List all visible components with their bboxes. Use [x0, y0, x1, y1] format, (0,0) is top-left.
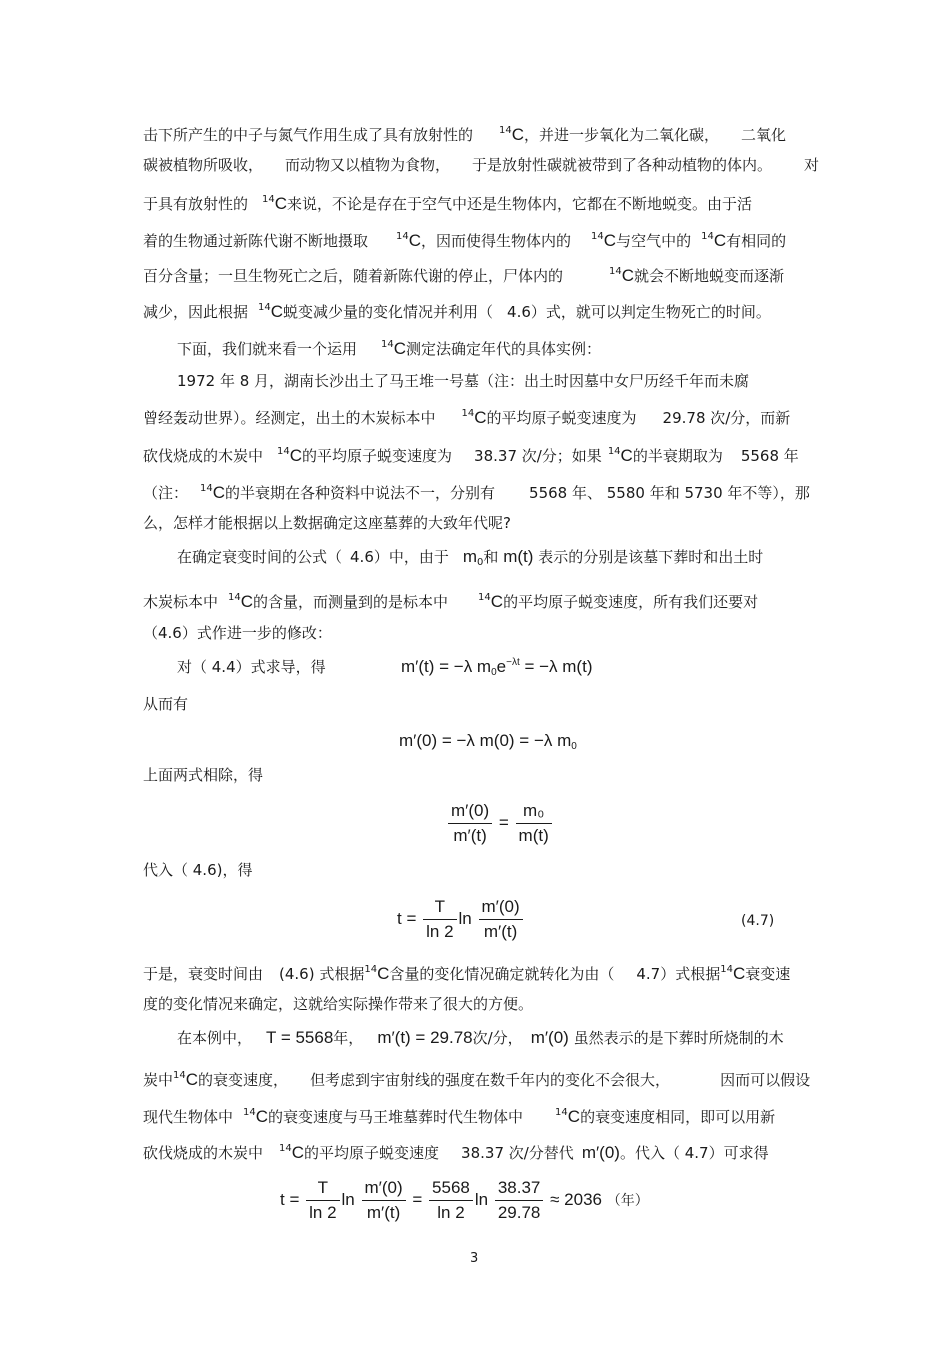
equation-ratio: $\frac{m'(0)}{m'(t)}$ = $\frac{\text{m₀}}{m(t)}$	[446, 801, 554, 846]
equation-initial-rate: m′(0) = −λ m(0) = −λ $m_0$	[399, 731, 577, 752]
para3-line4: （注： $^{14}$C的半衰期在各种资料中说法不一，分别有 5568 年、 5580 年和 5730 年不等），那	[143, 483, 810, 502]
equation-derivative: m′(t) = −λ $m_0e^{-\lambda t} = -\lambda$ m(t)	[401, 657, 593, 678]
para3-line3: 砍伐烧成的木炭中 $^{14}$C的平均原子蜕变速度为 38.37 次/分；如果 $^{14}$C的半衰期取为 5568 年	[143, 446, 799, 465]
text-then: 从而有	[143, 695, 189, 713]
para5-line1: 于是，衰变时间由 (4.6) 式根据$^{14}$C含量的变化情况确定就转化为由（ 4.7）式根据$^{14}$C衰变速	[143, 964, 791, 983]
para3-line5: 么，怎样才能根据以上数据确定这座墓葬的大致年代呢?	[143, 514, 511, 532]
para4-line2: 木炭标本中 $^{14}$C的含量，而测量到的是标本中 $^{14}$C的平均原子蜕变速度，所有我们还要对	[143, 592, 759, 611]
para6-line1: 在本例中， T = 5568年， m′(t) = 29.78次/分， m′(0) 虽然表示的是下葬时所烧制的木	[177, 1028, 784, 1047]
para1-line6: 减少，因此根据 $^{14}$C蜕变减少量的变化情况并利用（ 4.6）式，就可以判定生物死亡的时间。	[143, 302, 771, 321]
para1-line2: 碳被植物所吸收， 而动物又以植物为食物， 于是放射性碳就被带到了各种动植物的体内。 对	[143, 156, 820, 174]
para1-line5: 百分含量；一旦生物死亡之后，随着新陈代谢的停止，尸体内的 $^{14}$C就会不断地蜕变而逐渐	[143, 266, 785, 285]
equation-final-result: t = $\frac{T}{\ln 2}$ ln $\frac{m'(0)}{m'(t)}$ = $\frac{5568}{\ln 2}$ ln $\frac{38.37}{29.78}$ ≈ 2036 （年）	[280, 1178, 649, 1222]
para3-line1: 1972 年 8 月，湖南长沙出土了马王堆一号墓（注：出土时因墓中女尸历经千年而未腐	[177, 372, 750, 390]
para1-line1: 击下所产生的中子与氮气作用生成了具有放射性的 $^{14}$C，并进一步氧化为二氧化碳， 二氧化	[143, 125, 787, 144]
page-number: 3	[470, 1251, 479, 1266]
para6-line4: 砍伐烧成的木炭中 $^{14}$C的平均原子蜕变速度 38.37 次/分替代 m′(0)。代入（ 4.7）可求得	[143, 1143, 769, 1162]
para4-line3: （4.6）式作进一步的修改：	[143, 624, 332, 642]
text-substitute: 代入（ 4.6)，得	[143, 861, 253, 879]
derivation-intro: 对（ 4.4）式求导，得	[177, 658, 326, 676]
para5-line2: 度的变化情况来确定，这就给实际操作带来了很大的方便。	[143, 995, 534, 1013]
para6-line3: 现代生物体中 $^{14}$C的衰变速度与马王堆墓葬时代生物体中 $^{14}$C的衰变速度相同，即可以用新	[143, 1107, 776, 1126]
para1-line3: 于具有放射性的 $^{14}$C来说，不论是存在于空气中还是生物体内，它都在不断地蜕变。由于活	[143, 194, 753, 213]
equation-number-4-7: (4.7)	[741, 913, 775, 929]
text-divide: 上面两式相除，得	[143, 766, 264, 784]
para2: 下面，我们就来看一个运用 $^{14}$C测定法确定年代的具体实例：	[177, 339, 602, 358]
para6-line2: 炭中$^{14}$C的衰变速度， 但考虑到宇宙射线的强度在数千年内的变化不会很大， 因而可以假设	[143, 1070, 811, 1089]
para3-line2: 曾经轰动世界）。经测定，出土的木炭标本中 $^{14}$C的平均原子蜕变速度为 29.78 次/分，而新	[143, 408, 791, 427]
para1-line4: 着的生物通过新陈代谢不断地摄取 $^{14}$C，因而使得生物体内的 $^{14}$C与空气中的 $^{14}$C有相同的	[143, 231, 787, 250]
equation-4-7: t = $\frac{T}{\ln 2}$ ln $\frac{m'(0)}{m'(t)}$	[397, 897, 525, 942]
para4-line1: 在确定衰变时间的公式（ 4.6）中，由于 $m_0$和 m(t) 表示的分别是该墓下葬时和出土时	[177, 547, 764, 568]
